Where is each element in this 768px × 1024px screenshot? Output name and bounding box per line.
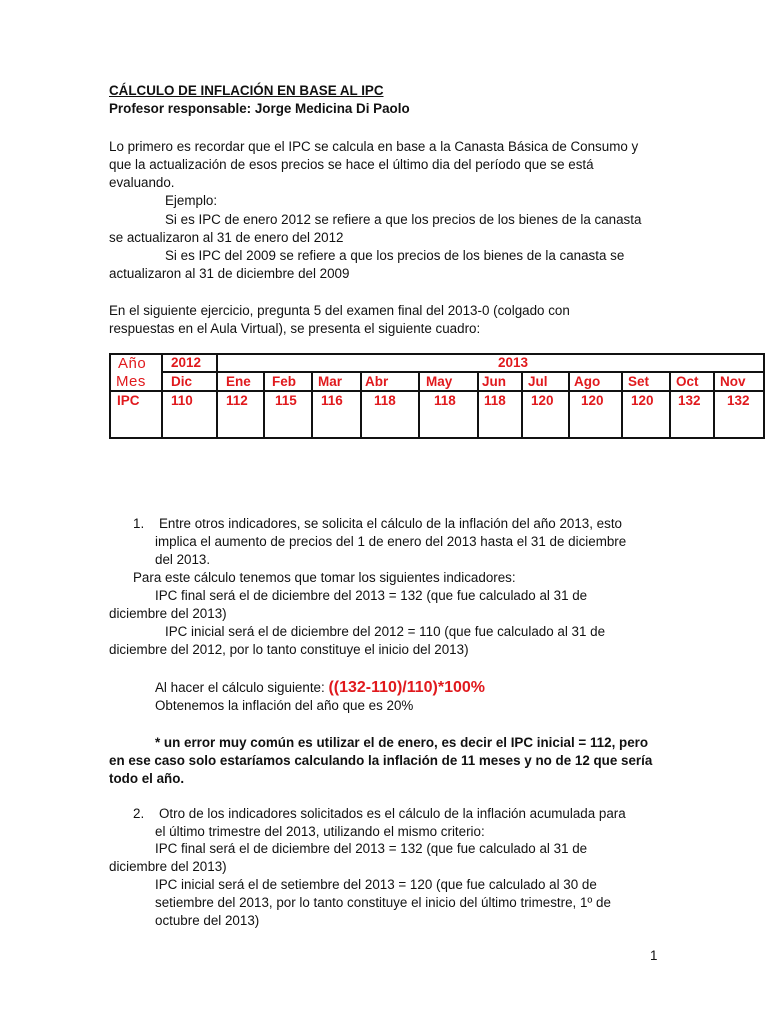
year-2013: 2013 [498,355,529,370]
table-divider [669,371,671,439]
ipc-value: 118 [434,393,456,408]
page-number: 1 [650,948,658,963]
table-divider [161,371,765,373]
month-cell: Jun [482,374,507,389]
inflation-formula: ((132-110)/110)*100% [328,679,486,696]
document-title: CÁLCULO DE INFLACIÓN EN BASE AL IPC [109,83,384,98]
table-divider [216,353,218,439]
item1-line: IPC inicial será el de diciembre del 2012 = 110 (que fue calculado al 31 de [165,624,606,639]
note-line: en ese caso solo estaríamos calculando la inflación de 11 meses y no de 12 que sería [109,753,653,768]
item2-line: IPC inicial será el de setiembre del 2013 = 120 (que fue calculado al 30 de [155,877,597,892]
month-cell: Nov [720,374,746,389]
item1-line: diciembre del 2012, por lo tanto constituye el inicio del 2013) [109,642,469,657]
note-line: todo el año. [109,771,185,786]
example-label: Ejemplo: [165,193,218,208]
ipc-value: 120 [531,393,554,408]
exercise-line: En el siguiente ejercicio, pregunta 5 del examen final del 2013-0 (colgado con [109,303,570,318]
calculation-prefix: Al hacer el cálculo siguiente: [155,680,325,695]
ipc-value: 115 [275,393,297,408]
exercise-line: respuestas en el Aula Virtual), se presenta el siguiente cuadro: [109,321,481,336]
table-divider [263,371,265,439]
month-cell: Mar [318,374,343,389]
example-line: actualizaron al 31 de diciembre del 2009 [109,266,350,281]
item1-line: Entre otros indicadores, se solicita el cálculo de la inflación del año 2013, esto [159,516,622,531]
item1-line: del 2013. [155,552,211,567]
month-cell: Feb [272,374,297,389]
table-divider [621,371,623,439]
item-number: 2. [133,806,145,821]
row-label-month: Mes [116,373,146,390]
example-line: Si es IPC de enero 2012 se refiere a que los precios de los bienes de la canasta [165,212,642,227]
note-line: * un error muy común es utilizar el de enero, es decir el IPC inicial = 112, pero [155,735,649,750]
intro-line: evaluando. [109,175,175,190]
ipc-value: 132 [727,393,750,408]
month-cell: Abr [365,374,389,389]
item2-line: diciembre del 2013) [109,859,227,874]
example-line: se actualizaron al 31 de enero del 2012 [109,230,344,245]
ipc-value: 110 [171,393,193,408]
item2-line: setiembre del 2013, por lo tanto constituye el inicio del último trimestre, 1º de [155,895,611,910]
month-cell: Ago [574,374,601,389]
table-divider [418,371,420,439]
ipc-value: 120 [631,393,654,408]
intro-line: Lo primero es recordar que el IPC se calcula en base a la Canasta Básica de Consumo y [109,139,639,154]
ipc-value: 112 [226,393,248,408]
table-divider [161,353,163,439]
result-line: Obtenemos la inflación del año que es 20% [155,698,414,713]
table-divider [521,371,523,439]
item-number: 1. [133,516,145,531]
table-divider [311,371,313,439]
item2-line: el último trimestre del 2013, utilizando el mismo criterio: [155,824,485,839]
month-cell: Jul [528,374,548,389]
month-cell: May [426,374,453,389]
ipc-value: 120 [581,393,604,408]
row-label-ipc: IPC [117,393,140,408]
item2-line: IPC final será el de diciembre del 2013 = 132 (que fue calculado al 31 de [155,841,588,856]
table-divider [713,371,715,439]
item1-line: diciembre del 2013) [109,606,227,621]
table-divider [477,371,479,439]
table-divider [568,371,570,439]
ipc-value: 116 [321,393,343,408]
month-cell: Set [628,374,650,389]
item2-line: Otro de los indicadores solicitados es el cálculo de la inflación acumulada para [159,806,626,821]
item1-line: IPC final será el de diciembre del 2013 = 132 (que fue calculado al 31 de [155,588,588,603]
month-cell: Ene [226,374,251,389]
calculation-line [155,679,485,697]
row-label-year: Año [118,355,147,372]
example-line: Si es IPC del 2009 se refiere a que los precios de los bienes de la canasta se [165,248,625,263]
year-2012: 2012 [171,355,202,370]
table-divider [360,371,362,439]
month-cell: Oct [676,374,699,389]
ipc-value: 132 [678,393,701,408]
professor-line: Profesor responsable: Jorge Medicina Di Paolo [109,101,410,116]
ipc-value: 118 [374,393,396,408]
intro-line: que la actualización de esos precios se hace el último dia del período que se está [109,157,594,172]
ipc-value: 118 [484,393,506,408]
item2-line: octubre del 2013) [155,913,260,928]
month-cell: Dic [171,374,193,389]
item1-line: implica el aumento de precios del 1 de enero del 2013 hasta el 31 de diciembre [155,534,627,549]
item1-line: Para este cálculo tenemos que tomar los siguientes indicadores: [133,570,516,585]
table-divider [109,390,765,392]
ipc-table [109,353,765,439]
